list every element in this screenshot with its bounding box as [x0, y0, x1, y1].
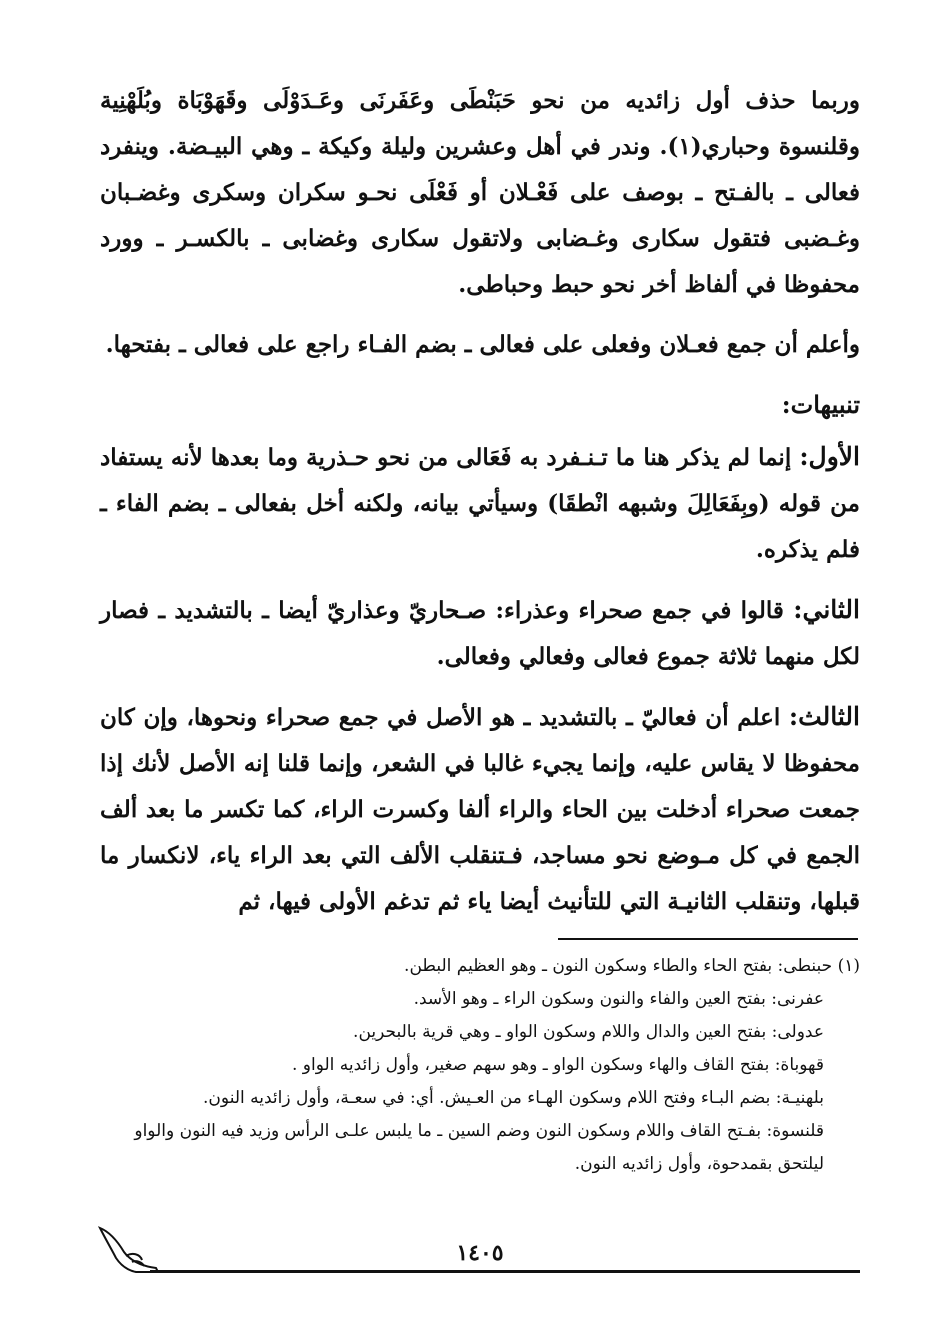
- paragraph-1: وربما حذف أول زائديه من نحو حَبَنْطَى وعَفَرنَى وعَـدَوْلَى وقَهَوْبَاة وبُلَهْنِية وقلنسوة وحباري(١). وندر في أهل وعشرين وليلة وكيكة ـ وهي البيـضة. وينفرد فعالى ـ بالفـتح ـ بوصف على فَعْـلان أو فَعْلَى نحـو سكران وسكرى وغضـبان وغـضبى فتقول سكارى وغـضابى ولاتقول سكارى وغضابى ـ بالكسـر ـ وورد محفوظا في ألفاظ أخر نحو حبط وحباطى.: [100, 87, 860, 298]
- paragraph-2: وأعلم أن جمع فعـلان وفعلى على فعالى ـ بضم الفـاء راجع على فعالى ـ بفتحها.: [105, 331, 860, 358]
- third-note-lead: الثالث:: [788, 702, 860, 731]
- footnote-qalansuwa: قلنسوة: بفـتح القاف واللام وسكون النون وضم السين ـ ما يلبس علـى الرأس وزيد فيه النون والواو ليلتحق بقمدحوة، وأول زائديه النون.: [134, 1121, 824, 1174]
- first-note-lead: الأول:: [799, 442, 860, 471]
- footnote-afarna: عفرنى: بفتح العين والفاء والنون وسكون الراء ـ وهو الأسد.: [413, 989, 824, 1009]
- third-note-text: اعلم أن فعاليّ ـ بالتشديد ـ هو الأصل في جمع صحراء ونحوها، وإن كان محفوظا لا يقاس عليه، وإنما يجيء غالبا في الشعر، وإنما قلنا إنه الأصل لأنك إذا جمعت صحراء أدخلت بين الحاء والراء ألفا وكسرت الراء، كما تكسر ما بعد ألف الجمع في كل مـوضع نحو مساجد، فـتنقلب الألف التي بعد الراء ياء، لانكسار ما قبلها، وتنقلب الثانيـة التي للتأنيث أيضا ياء ثم تدغم الأولى فيها، ثم: [100, 704, 860, 915]
- second-note-lead: الثاني:: [793, 595, 860, 624]
- footnote-qahawbat: قهوباة: بفتح القاف والهاء وسكون الواو ـ وهو سهم صغير، وأول زائديه الواو .: [291, 1055, 824, 1075]
- paragraph-third-note: [100, 694, 860, 925]
- footnote-separator: [558, 938, 858, 940]
- bottom-rule: [150, 1270, 860, 1273]
- second-note-text: قالوا في جمع صحراء وعذراء: صـحاريّ وعذاريّ أيضا ـ بالتشديد ـ فصار لكل منهما ثلاثة جموع فعالى وفعالي وفعالى.: [100, 597, 860, 670]
- paragraph-first-note: [100, 434, 860, 573]
- footnotes: [100, 950, 860, 1181]
- footnote-1: (١) حبنطى: بفتح الحاء والطاء وسكون النون ـ وهو العظيم البطن.: [404, 956, 860, 976]
- main-text: [100, 78, 860, 939]
- section-heading: تنبيهات:: [781, 390, 860, 419]
- first-note-text: إنما لم يذكر هنا ما تـنـفرد به فَعَالى من نحو حـذرية وما بعدها لأنه يستفاد من قوله (وبِفَعَالِلَ وشبهه انْطقَا) وسيأتي بيانه، ولكنه أخل بفعالى ـ بضم الفاء ـ فلم يذكره.: [100, 444, 860, 563]
- page-number: ١٤٠٥: [456, 1240, 504, 1266]
- paragraph-second-note: [100, 587, 860, 680]
- hand-icon: [96, 1222, 162, 1274]
- footnote-bulahniya: بلهنيـة: بضم البـاء وفتح اللام وسكون الهـاء من العـيش. أي: في سعـة، وأول زائديه النون.: [203, 1088, 824, 1108]
- footnote-adawla: عدولى: بفتح العين والدال واللام وسكون الواو ـ وهي قرية بالبحرين.: [353, 1022, 824, 1042]
